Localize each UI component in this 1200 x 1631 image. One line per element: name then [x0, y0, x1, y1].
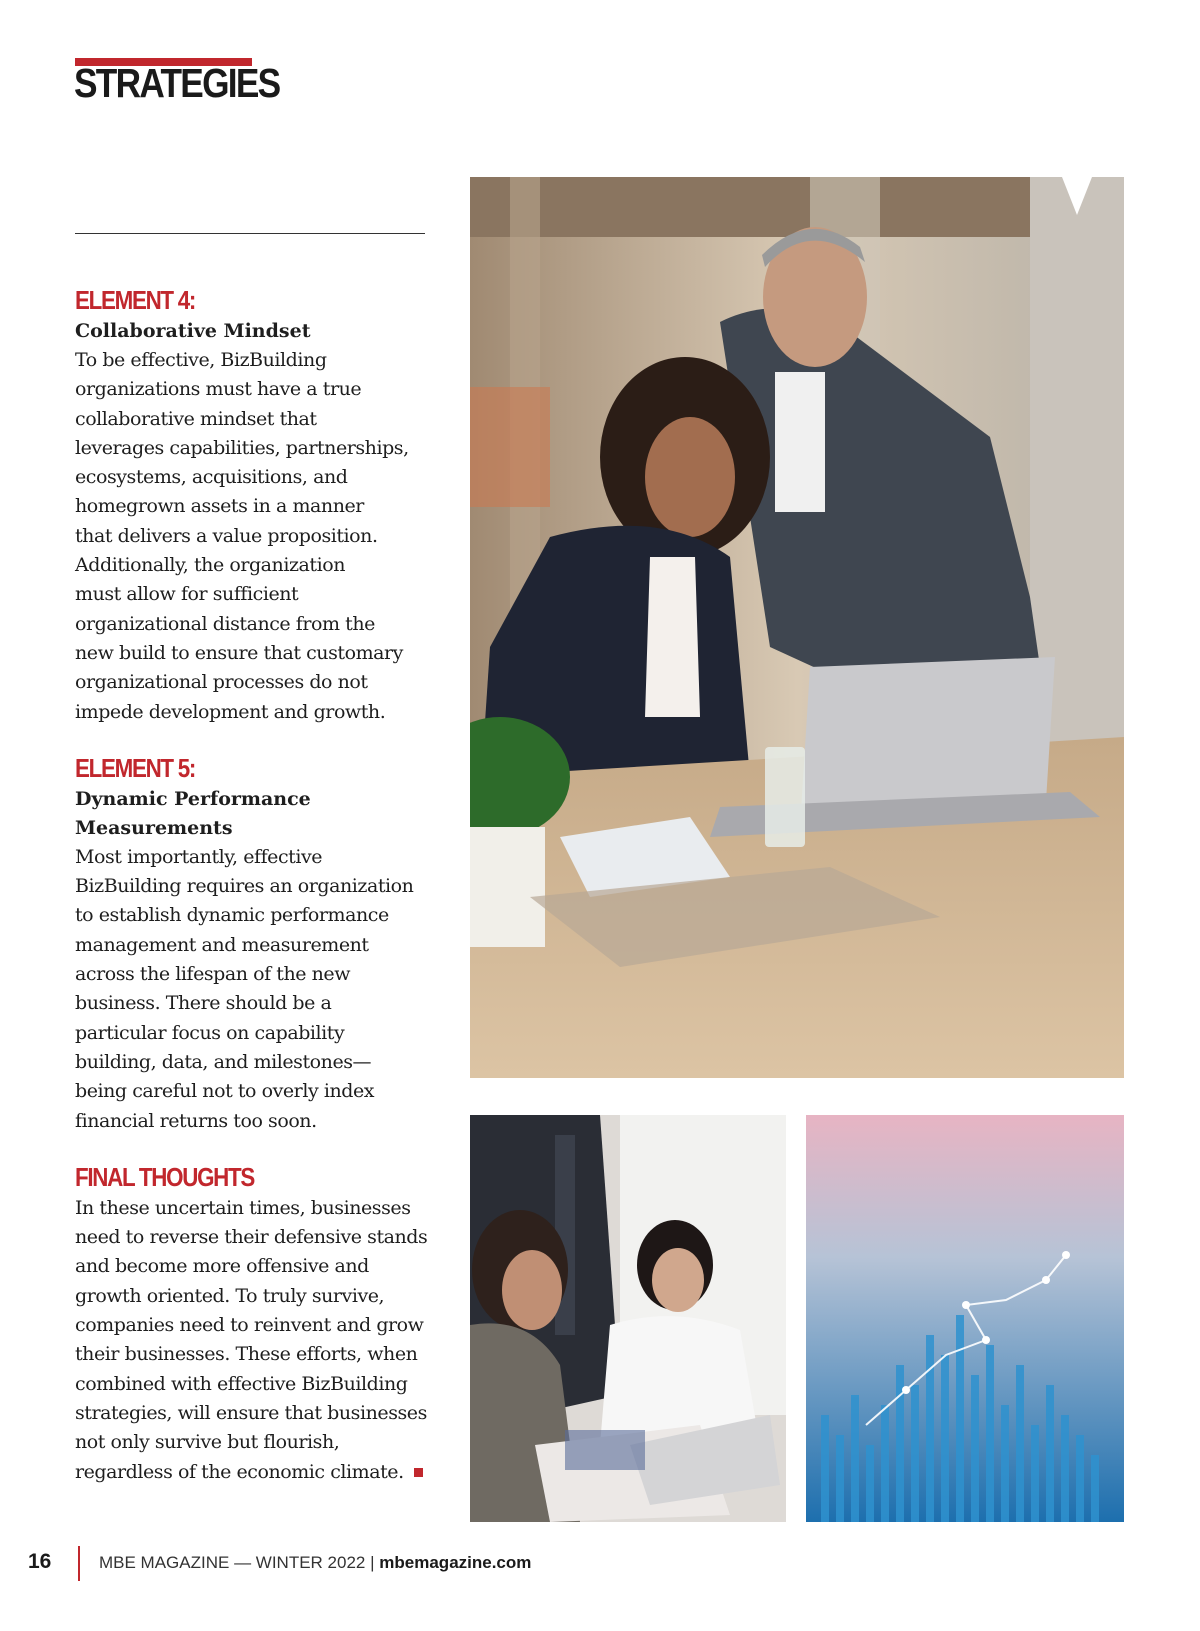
- text-line: leverages capabilities, partnerships,: [75, 436, 409, 459]
- column-divider: [75, 233, 425, 234]
- photo-colleagues-reviewing: [470, 1115, 786, 1522]
- footer-credit: [99, 1553, 531, 1573]
- text-line: business. There should be a: [75, 992, 332, 1015]
- text-line: across the lifespan of the new: [75, 963, 351, 986]
- text-line: strategies, will ensure that businesses: [75, 1401, 427, 1424]
- element-4-heading: ELEMENT 4:: [75, 285, 196, 315]
- text-line: particular focus on capability: [75, 1021, 345, 1044]
- photo-financial-graph: [806, 1115, 1124, 1522]
- element-5-subhead-line: Measurements: [75, 816, 233, 839]
- text-line-content: regardless of the economic climate.: [75, 1460, 404, 1483]
- element-5-subhead-line: Dynamic Performance: [75, 787, 311, 810]
- text-line: need to reverse their defensive stands: [75, 1226, 428, 1249]
- section-title: STRATEGIES: [74, 60, 280, 106]
- text-line: building, data, and milestones—: [75, 1050, 372, 1073]
- text-line: growth oriented. To truly survive,: [75, 1284, 385, 1307]
- text-line: and become more offensive and: [75, 1255, 369, 1278]
- text-line: BizBuilding requires an organization: [75, 875, 414, 898]
- text-line: To be effective, BizBuilding: [75, 349, 327, 371]
- text-line: Most importantly, effective: [75, 845, 323, 868]
- final-thoughts-body: [75, 1194, 435, 1487]
- text-line: management and measurement: [75, 933, 369, 956]
- text-line: to establish dynamic performance: [75, 904, 389, 927]
- website-link[interactable]: mbemagazine.com: [379, 1553, 532, 1572]
- element-5-heading: ELEMENT 5:: [75, 752, 196, 783]
- text-line: collaborative mindset that: [75, 407, 317, 430]
- final-thoughts-heading: FINAL THOUGHTS: [75, 1161, 255, 1192]
- text-line: being careful not to overly index: [75, 1080, 375, 1103]
- text-line: their businesses. These efforts, when: [75, 1343, 418, 1366]
- text-line: ecosystems, acquisitions, and: [75, 466, 348, 489]
- text-line: impede development and growth.: [75, 700, 386, 723]
- article-column: [75, 285, 435, 1487]
- magazine-issue: MBE MAGAZINE — WINTER 2022: [99, 1553, 366, 1572]
- text-line: [75, 1458, 435, 1487]
- text-line: companies need to reinvent and grow: [75, 1314, 424, 1337]
- text-line: organizational processes do not: [75, 671, 368, 694]
- text-line: organizations must have a true: [75, 378, 362, 401]
- text-line: In these uncertain times, businesses: [75, 1196, 411, 1219]
- text-line: combined with effective BizBuilding: [75, 1372, 408, 1395]
- photo-meeting-laptop: [470, 177, 1124, 1078]
- text-line: new build to ensure that customary: [75, 641, 403, 664]
- element-4-subhead: Collaborative Mindset: [75, 320, 311, 342]
- meeting-illustration: [470, 177, 1124, 1078]
- text-line: financial returns too soon.: [75, 1109, 317, 1132]
- text-line: organizational distance from the: [75, 612, 375, 635]
- text-line: Additionally, the organization: [75, 554, 345, 577]
- text-line: not only survive but flourish,: [75, 1431, 340, 1454]
- element-4-body: [75, 346, 435, 727]
- footer-separator: |: [370, 1553, 375, 1572]
- text-line: must allow for sufficient: [75, 583, 299, 606]
- end-mark: [414, 1468, 423, 1477]
- text-line: that delivers a value proposition.: [75, 524, 378, 547]
- footer-divider: [78, 1546, 80, 1581]
- page-number: 16: [28, 1550, 52, 1573]
- financial-graph-illustration: [806, 1115, 1124, 1522]
- colleagues-illustration: [470, 1115, 786, 1522]
- element-5-body: [75, 843, 435, 1136]
- text-line: homegrown assets in a manner: [75, 495, 364, 518]
